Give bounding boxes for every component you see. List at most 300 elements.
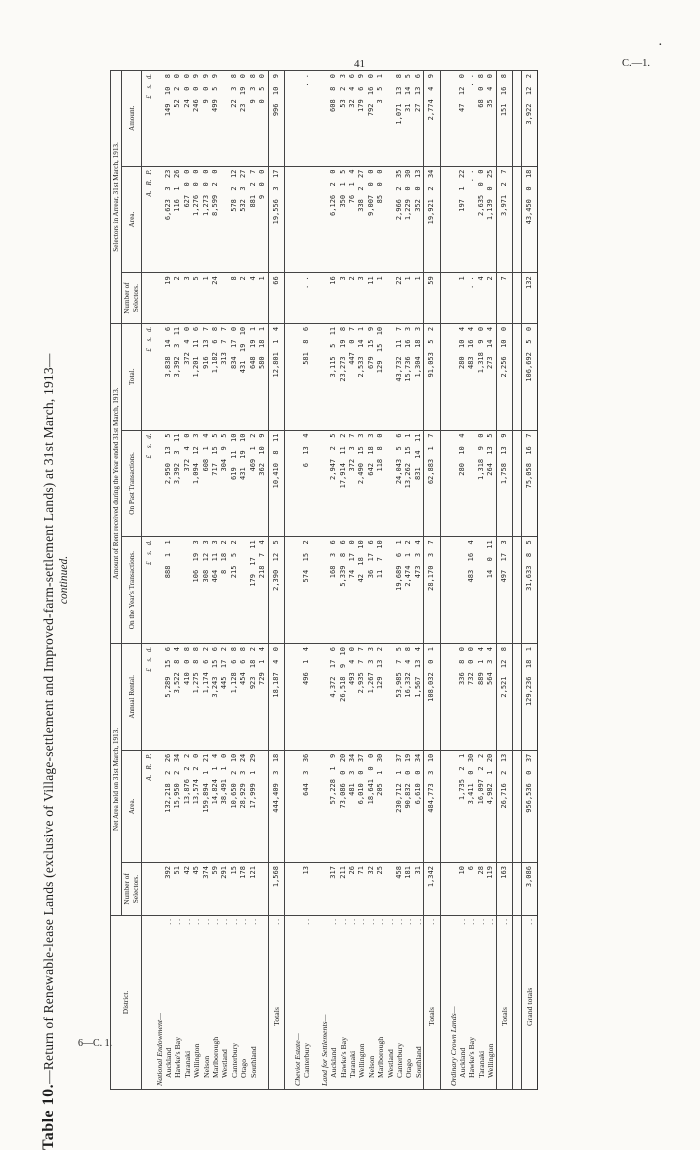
table-row [386, 71, 395, 1090]
district-label: Hawke's Bay [338, 1036, 348, 1078]
units-cell-year: £ s. d. [142, 537, 155, 644]
cell-year [183, 537, 192, 644]
heading-blank-cell [155, 537, 164, 644]
cell-arr-area: 76 1 4 [348, 166, 357, 273]
cell-arr-num: 1 [258, 273, 268, 324]
cell-past: 75,058 16 7 [522, 430, 538, 537]
district-label: Grand totals [525, 987, 535, 1026]
district-cell [477, 915, 486, 1089]
heading-blank-cell [449, 273, 458, 324]
cell-area: 10,650 2 10 [230, 750, 239, 862]
district-cell [302, 915, 311, 1089]
cell-total [386, 323, 395, 430]
heading-blank-cell [155, 863, 164, 916]
cell-past [386, 430, 395, 537]
cell-num: 28 [477, 863, 486, 916]
cell-total: 1,201 11 6 [192, 323, 201, 430]
district-label: Westland [220, 1049, 230, 1078]
cell-year: 574 15 2 [302, 537, 311, 644]
cell-past: 280 10 4 [458, 430, 467, 537]
cell-arr-num: 66 [268, 273, 284, 324]
spacer-cell [312, 430, 320, 537]
leader-dots: . . [239, 918, 249, 925]
units-cell-past: £ s. d. [142, 430, 155, 537]
heading-blank-cell [320, 273, 329, 324]
district-cell [211, 915, 220, 1089]
cell-arr-area [302, 166, 311, 273]
cell-area: 17,999 1 29 [249, 750, 258, 862]
leader-dots: . . [385, 918, 395, 925]
leader-dots: . . [357, 918, 367, 925]
heading-blank-cell [155, 750, 164, 862]
cell-arr-num: 19 [164, 273, 173, 324]
leader-dots: . . [182, 918, 192, 925]
cell-num: 374 [202, 863, 211, 916]
heading-blank-cell [293, 71, 302, 167]
cell-rental: 3,243 15 6 [211, 644, 220, 751]
cell-past: 1,094 12 3 [192, 430, 201, 537]
cell-arr-area: 19,921 2 34 [424, 166, 440, 273]
cell-arr-area: 85 0 0 [376, 166, 385, 273]
cell-area: 956,536 0 37 [522, 750, 538, 862]
leader-dots: . . [376, 918, 386, 925]
cell-year: 497 17 3 [496, 537, 512, 644]
cell-amount: 151 16 8 [496, 71, 512, 167]
leader-dots: . . [201, 918, 211, 925]
cell-area: 6,010 0 37 [357, 750, 366, 862]
cell-area: 444,409 3 18 [268, 750, 284, 862]
cell-amount: 35 4 0 [486, 71, 496, 167]
cell-num: 71 [357, 863, 366, 916]
cell-area: 14,824 1 4 [211, 750, 220, 862]
cell-arr-num: 24 [211, 273, 220, 324]
cell-total: 1,182 6 8 [211, 323, 220, 430]
cell-arr-num: 1 [458, 273, 467, 324]
cell-num: 13 [302, 863, 311, 916]
cell-amount: 499 5 9 [211, 71, 220, 167]
district-label: Auckland [164, 1047, 174, 1078]
table-row [211, 71, 220, 1090]
cell-total: 372 4 0 [183, 323, 192, 430]
cell-arr-num [220, 273, 229, 324]
heading-blank-cell [449, 71, 458, 167]
leader-dots: . . [338, 918, 348, 925]
col-arrear-number: Number of Selectors. [122, 273, 142, 324]
cell-amount: 24 0 0 [183, 71, 192, 167]
cell-area: 73,086 0 20 [339, 750, 348, 862]
district-cell [183, 915, 192, 1089]
spacer-cell [312, 273, 320, 324]
cell-num: 1,568 [268, 863, 284, 916]
district-label: Totals [499, 1007, 509, 1026]
heading-blank-cell [293, 537, 302, 644]
district-cell [329, 915, 338, 1089]
cell-amount: 22 3 8 [230, 71, 239, 167]
cell-total: 483 16 4 [467, 323, 476, 430]
district-cell [467, 915, 476, 1089]
heading-blank-cell [320, 323, 329, 430]
spacer-cell [284, 750, 293, 862]
table-row [467, 71, 476, 1090]
spacer-cell [312, 71, 320, 167]
cell-total: 581 8 6 [302, 323, 311, 430]
cell-total: 2,533 14 1 [357, 323, 366, 430]
cell-area: 481 3 34 [348, 750, 357, 862]
cell-amount: 31 14 5 [404, 71, 413, 167]
cell-year: 11 7 10 [376, 537, 385, 644]
cell-arr-area: 19,556 3 17 [268, 166, 284, 273]
cell-amount: 179 6 9 [357, 71, 366, 167]
cell-num: 51 [173, 863, 182, 916]
cell-area: 16,097 2 2 [477, 750, 486, 862]
col-group-arrear: Selectors in Arrear, 31st March, 1913. [111, 71, 122, 324]
spacer-cell [440, 166, 449, 273]
cell-past: 304 9 5 [220, 430, 229, 537]
units-cell-area: A. R. P. [142, 750, 155, 862]
cell-arr-area: 2,635 0 0 [477, 166, 486, 273]
spacer-cell [312, 750, 320, 862]
cell-amount: 68 0 8 [477, 71, 486, 167]
section-heading-row [155, 71, 164, 1090]
cell-num: 32 [367, 863, 376, 916]
col-total: Total. [122, 323, 142, 430]
cell-arr-num: 1 [202, 273, 211, 324]
leader-dots: . . [404, 918, 414, 925]
cell-amount: 246 0 9 [192, 71, 201, 167]
cell-year: 464 11 3 [211, 537, 220, 644]
heading-blank-cell [320, 430, 329, 537]
spacer-cell [440, 915, 449, 1089]
cell-year: 8 18 2 [220, 537, 229, 644]
cell-past: 642 18 3 [367, 430, 376, 537]
cell-arr-area: 6,126 2 0 [329, 166, 338, 273]
table-row [477, 71, 486, 1090]
district-cell [376, 915, 385, 1089]
district-label: Wellington [192, 1043, 202, 1078]
heading-blank-cell [155, 273, 164, 324]
cell-arr-area: 578 2 12 [230, 166, 239, 273]
cell-num: 392 [164, 863, 173, 916]
heading-blank-cell [449, 430, 458, 537]
cell-past: 619 11 10 [230, 430, 239, 537]
heading-blank-cell [155, 323, 164, 430]
table-title [40, 70, 58, 1150]
section-heading-row [449, 71, 458, 1090]
heading-blank-cell [155, 644, 164, 751]
cell-amount: 996 10 9 [268, 71, 284, 167]
cell-rental: 2,521 12 8 [496, 644, 512, 751]
heading-blank-cell [320, 750, 329, 862]
spacer-cell [284, 644, 293, 751]
district-label: Auckland [329, 1047, 339, 1078]
cell-past: 24,043 5 6 [395, 430, 404, 537]
cell-rental: 454 6 8 [239, 644, 248, 751]
cell-rental: 3,522 8 4 [173, 644, 182, 751]
spacer-cell [284, 537, 293, 644]
cell-total: 15,736 16 3 [404, 323, 413, 430]
cell-num: 6 [467, 863, 476, 916]
cell-arr-area: 2,966 2 35 [395, 166, 404, 273]
cell-total: 3,115 5 11 [329, 323, 338, 430]
district-label: Canterbury [302, 1042, 312, 1078]
district-cell [414, 915, 424, 1089]
cell-arr-num: 2 [486, 273, 496, 324]
cell-area: 205 1 30 [376, 750, 385, 862]
units-cell-amount: £ s. d. [142, 71, 155, 167]
cell-num: 3,086 [522, 863, 538, 916]
spacer-cell [284, 273, 293, 324]
heading-blank-cell [449, 166, 458, 273]
cell-year: 483 16 4 [467, 537, 476, 644]
cell-total: 273 14 4 [486, 323, 496, 430]
table-row [329, 71, 338, 1090]
cell-rental: 129 13 2 [376, 644, 385, 751]
cell-num: 45 [192, 863, 201, 916]
leader-dots: . . [164, 918, 174, 925]
district-label: Southland [248, 1046, 258, 1078]
cell-total: 23,273 19 8 [339, 323, 348, 430]
section-heading-row [293, 71, 302, 1090]
spacer-cell [513, 750, 522, 862]
cell-num: 59 [211, 863, 220, 916]
cell-past: 1,758 13 9 [496, 430, 512, 537]
cell-amount: 9 3 8 [249, 71, 258, 167]
table-row [173, 71, 182, 1090]
leader-dots: . . [394, 918, 404, 925]
cell-total: 1,304 18 3 [414, 323, 424, 430]
cell-arr-area: 881 2 7 [249, 166, 258, 273]
district-label: Auckland [458, 1047, 467, 1078]
district-cell [458, 915, 467, 1089]
cell-year: 74 17 0 [348, 537, 357, 644]
cell-amount: 608 8 0 [329, 71, 338, 167]
district-cell [258, 915, 268, 1089]
cell-arr-num: 2 [239, 273, 248, 324]
spacer-cell [284, 71, 293, 167]
cell-total: 313 7 7 [220, 323, 229, 430]
district-cell [386, 915, 395, 1089]
cell-arr-num: 7 [496, 273, 512, 324]
cell-past: 431 19 10 [239, 430, 248, 537]
cell-area: 3,411 0 30 [467, 750, 476, 862]
cell-year: 106 19 3 [192, 537, 201, 644]
cell-arr-num: 59 [424, 273, 440, 324]
leader-dots: . . [366, 918, 376, 925]
spacer-cell [440, 537, 449, 644]
cell-num: 25 [376, 863, 385, 916]
leader-dots: . . [413, 918, 423, 925]
district-cell [395, 915, 404, 1089]
cell-total: 916 13 7 [202, 323, 211, 430]
cell-amount: 27 13 6 [414, 71, 424, 167]
table-row [183, 71, 192, 1090]
units-cell-num [142, 863, 155, 916]
cell-total: 106,692 5 0 [522, 323, 538, 430]
district-cell [249, 915, 258, 1089]
cell-rental: 445 17 2 [220, 644, 229, 751]
district-label: Canterbury [394, 1042, 404, 1078]
page-reference: C.—1. [622, 58, 651, 69]
cell-arr-area: 532 3 27 [239, 166, 248, 273]
spacer-cell [440, 750, 449, 862]
cell-amount: 1,071 13 8 [395, 71, 404, 167]
cell-arr-num: 22 [395, 273, 404, 324]
cell-rental: 2,935 7 7 [357, 644, 366, 751]
totals-row [424, 71, 440, 1090]
cell-area [386, 750, 395, 862]
cell-area: 15,950 2 34 [173, 750, 182, 862]
leader-dots: . . [302, 918, 312, 925]
table-title-text: —Return of Renewable-lease Lands (exclusive of Village-settlement and Improved-farm-settlement Lands) at 31st March, 1913— [41, 353, 56, 1084]
cell-year [173, 537, 182, 644]
cell-rental: 923 18 2 [249, 644, 258, 751]
cell-past: 362 10 9 [258, 430, 268, 537]
cell-arr-num: 3 [339, 273, 348, 324]
cell-amount: 149 10 8 [164, 71, 173, 167]
cell-arr-num: 4 [249, 273, 258, 324]
cell-amount: 52 2 0 [173, 71, 182, 167]
cell-area: 28,929 3 24 [239, 750, 248, 862]
section-heading-row [320, 71, 329, 1090]
cell-year: 308 12 3 [202, 537, 211, 644]
district-label: Otago [404, 1058, 414, 1078]
leader-dots: . . [486, 918, 496, 925]
cell-past: 372 3 7 [348, 430, 357, 537]
renewable-lease-table [110, 70, 538, 1090]
leader-dots: . . [192, 918, 202, 925]
heading-blank-cell [449, 644, 458, 751]
heading-blank-cell [449, 750, 458, 862]
cell-rental: 53,985 7 5 [395, 644, 404, 751]
cell-arr-num: 1 [376, 273, 385, 324]
cell-arr-area: 1,139 0 25 [486, 166, 496, 273]
cell-past: 3,392 3 11 [173, 430, 182, 537]
cell-rental: 1,128 6 8 [230, 644, 239, 751]
district-cell [424, 915, 440, 1089]
cell-area: 18,641 0 0 [367, 750, 376, 862]
district-cell [486, 915, 496, 1089]
cell-area: 6,610 0 34 [414, 750, 424, 862]
cell-total: 580 18 1 [258, 323, 268, 430]
spacer-cell [513, 644, 522, 751]
district-label: Nelson [366, 1055, 376, 1078]
cell-amount: . . [302, 71, 311, 167]
cell-past: 717 15 5 [211, 430, 220, 537]
cell-amount [220, 71, 229, 167]
district-cell [348, 915, 357, 1089]
cell-past: 469 1 2 [249, 430, 258, 537]
heading-blank-cell [449, 863, 458, 916]
spacer-cell [312, 915, 320, 1089]
cell-num: 10 [458, 863, 467, 916]
cell-arr-area: 9 0 0 [258, 166, 268, 273]
section-heading: National Endowment— [155, 915, 164, 1089]
cell-past: 2,947 2 5 [329, 430, 338, 537]
cell-past: 118 8 0 [376, 430, 385, 537]
cell-rental [386, 644, 395, 751]
units-cell-arr_num [142, 273, 155, 324]
spacer-cell [513, 863, 522, 916]
heading-blank-cell [293, 644, 302, 751]
units-cell-rental: £ s. d. [142, 644, 155, 751]
cell-rental: 16,332 4 8 [404, 644, 413, 751]
spacer-row [284, 71, 293, 1090]
cell-num [258, 863, 268, 916]
leader-dots: . . [467, 918, 477, 925]
heading-blank-cell [449, 537, 458, 644]
col-group-net-area: Net Area held on 31st March, 1913. [111, 644, 122, 916]
leader-dots: . . [248, 918, 258, 925]
cell-arr-area: 8,599 2 0 [211, 166, 220, 273]
cell-rental: 564 3 4 [486, 644, 496, 751]
col-on-past-transactions: On Past Transactions. [122, 430, 142, 537]
col-amount: Amount. [122, 71, 142, 167]
cell-amount: 792 16 0 [367, 71, 376, 167]
cell-past: 13,262 15 1 [404, 430, 413, 537]
cell-area: 90,832 0 19 [404, 750, 413, 862]
units-cell-arr_area: A. R. P. [142, 166, 155, 273]
cell-year: 36 17 6 [367, 537, 376, 644]
cell-arr-num: 4 [477, 273, 486, 324]
spacer-cell [312, 537, 320, 644]
col-arrear-area: Area. [122, 166, 142, 273]
col-annual-rental: Annual Rental. [122, 644, 142, 751]
cell-rental: 108,032 0 1 [424, 644, 440, 751]
totals-row [268, 71, 284, 1090]
cell-rental: 5,289 15 6 [164, 644, 173, 751]
district-cell [220, 915, 229, 1089]
leader-dots: . . [458, 918, 467, 925]
cell-rental: 1,174 6 2 [202, 644, 211, 751]
cell-arr-area: 352 0 13 [414, 166, 424, 273]
cell-rental: 889 1 4 [477, 644, 486, 751]
cell-past: 1,318 9 0 [477, 430, 486, 537]
district-cell [202, 915, 211, 1089]
district-label: Canterbury [229, 1042, 239, 1078]
cell-rental: 1,567 13 4 [414, 644, 424, 751]
cell-arr-area: 338 2 27 [357, 166, 366, 273]
spacer-cell [440, 430, 449, 537]
heading-blank-cell [293, 430, 302, 537]
cell-year: 179 17 11 [249, 537, 258, 644]
cell-arr-num: 5 [192, 273, 201, 324]
district-label: Westland [385, 1049, 395, 1078]
cell-arr-num: 2 [348, 273, 357, 324]
heading-blank-cell [449, 323, 458, 430]
cell-arr-num: 3 [183, 273, 192, 324]
district-label: Totals [427, 1007, 437, 1026]
table-row [367, 71, 376, 1090]
leader-dots: . . [499, 918, 509, 925]
spacer-cell [440, 273, 449, 324]
cell-num: 119 [486, 863, 496, 916]
col-district: District. [111, 915, 142, 1089]
cell-arr-area: 1,229 0 30 [404, 166, 413, 273]
cell-total: 834 17 0 [230, 323, 239, 430]
table-row [414, 71, 424, 1090]
leader-dots: . . [329, 918, 339, 925]
table-row [458, 71, 467, 1090]
cell-year: 2,390 12 5 [268, 537, 284, 644]
cell-amount: 23 19 0 [239, 71, 248, 167]
cell-arr-num: 132 [522, 273, 538, 324]
table-row [404, 71, 413, 1090]
heading-blank-cell [155, 166, 164, 273]
cell-rental: 4,372 17 6 [329, 644, 338, 751]
cell-arr-num: 11 [367, 273, 376, 324]
district-label: Taranaki [476, 1050, 486, 1078]
spacer-cell [284, 430, 293, 537]
